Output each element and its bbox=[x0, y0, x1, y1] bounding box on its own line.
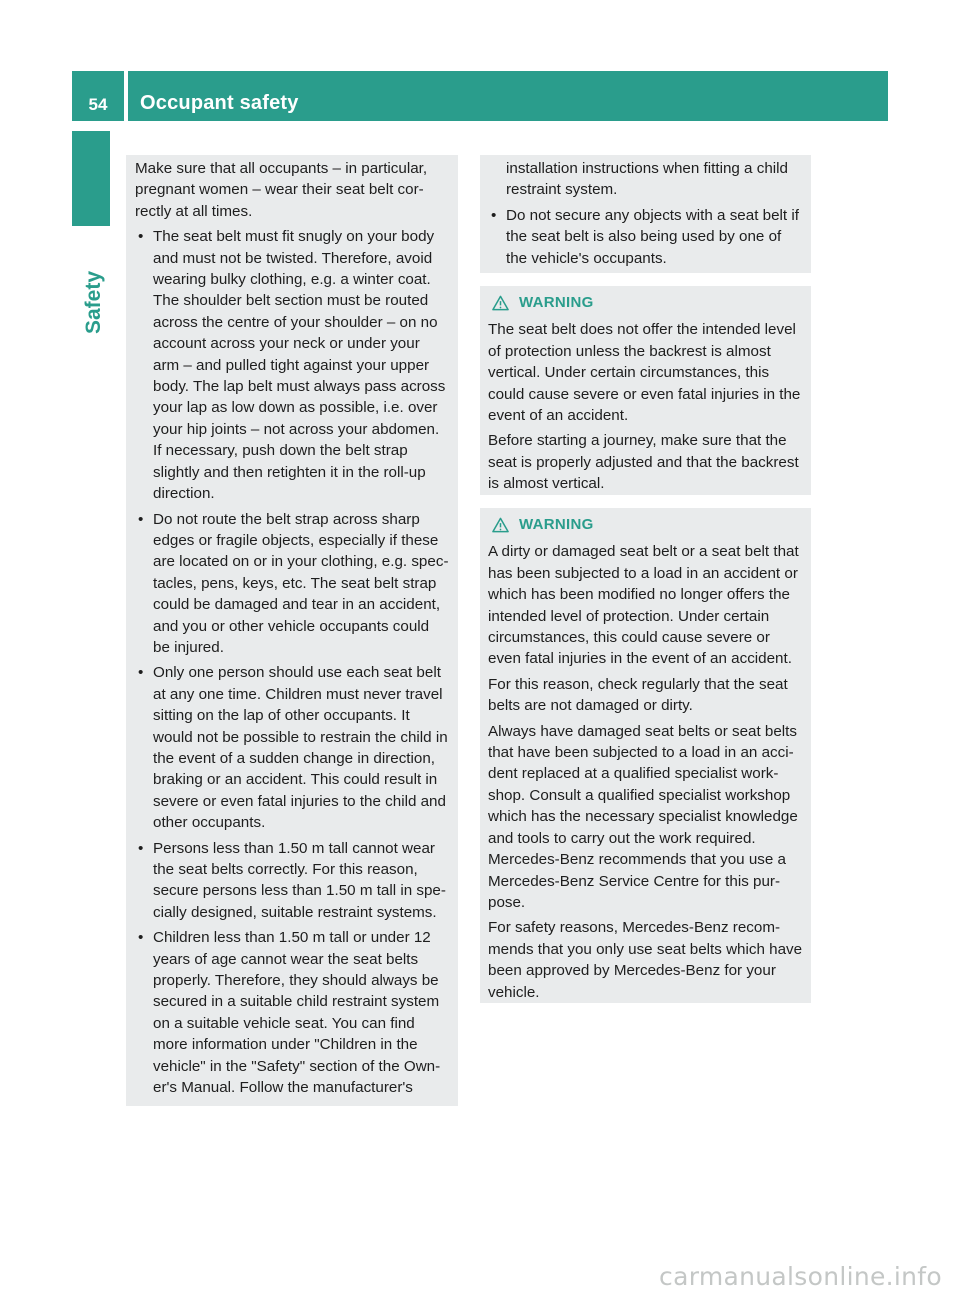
left-text-panel bbox=[126, 155, 458, 1106]
warning-header bbox=[492, 292, 803, 313]
warning-paragraph: Before starting a journey, make sure that the seat is properly adjusted and that the backrest is almost vertical. bbox=[488, 432, 799, 493]
list-item: • Persons less than 1.50 m tall cannot wear the seat belts correctly. For this reason, secure persons less than 1.50 m tall in specially designed, suitable restraint systems. bbox=[135, 838, 450, 924]
list-item: • Do not route the belt strap across sharp edges or fragile objects, especially if these are located on or in your clothing, e.g. spectacles, pens, keys, etc. The seat belt strap could be damaged and tear in an accident, and you or other vehicle occupants could be injured. bbox=[135, 509, 450, 659]
continued-list bbox=[488, 158, 803, 201]
list-item: • Do not secure any objects with a seat belt if the seat belt is also being used by one of the vehicle's occupants. bbox=[488, 205, 803, 269]
list-item: • Children less than 1.50 m tall or under 12 years of age cannot wear the seat belts properly. Therefore, they should always be secured in a suitable child restraint system on a suitable vehicle seat. You can find more information under "Children in the vehicle" in the "Safety" section of the Owner's Manual. Follow the manufacturer's bbox=[135, 927, 450, 1098]
warning-label: WARNING bbox=[519, 294, 594, 311]
section-title: Occupant safety bbox=[128, 71, 888, 121]
warning-triangle-icon bbox=[492, 295, 509, 311]
warning-triangle-icon bbox=[492, 517, 509, 533]
objects-list bbox=[488, 205, 803, 269]
intro-paragraph: Make sure that all occupants – in particular, pregnant women – wear their seat belt correctly at all times. bbox=[135, 160, 428, 220]
warning-paragraph: The seat belt does not offer the intended level of protection unless the backrest is almost vertical. Under certain circumstances, this could cause severe or even fatal injuries in the event of an accident. bbox=[488, 321, 801, 425]
list-item: • The seat belt must fit snugly on your body and must not be twisted. Therefore, avoid wearing bulky clothing, e.g. a winter coat. The shoulder belt section must be routed across the centre of your shoulder – on no account across your neck or under your arm – and pulled tight against your upper body. The lap belt must always pass across your lap as low down as possible, i.e. over your hip joints – not across your abdomen. If necessary, push down the belt strap slightly and then retighten it in the roll-up direction. bbox=[135, 226, 450, 504]
list-item-continued: installation instructions when fitting a child restraint system. bbox=[506, 160, 788, 199]
warning-paragraph: Always have damaged seat belts or seat belts that have been subjected to a load in an accident replaced at a qualified specialist workshop. Consult a qualified specialist workshop which has the necessary specialist knowledge and tools to carry out the work required. Mercedes-Benz recommends that you use a Mercedes-Benz Service Centre for this purpose. bbox=[488, 722, 798, 911]
warning-box-damaged-belt bbox=[480, 508, 811, 1003]
warning-box-backrest bbox=[480, 286, 811, 495]
warning-label: WARNING bbox=[519, 516, 594, 533]
watermark-text: carmanualsonline.info bbox=[659, 1262, 942, 1291]
side-tab-marker bbox=[72, 131, 110, 226]
warning-header bbox=[492, 514, 803, 535]
warning-paragraph: A dirty or damaged seat belt or a seat belt that has been subjected to a load in an accident or which has been modified no longer offers the intended level of protection. Under certain circumstances, this could cause severe or even fatal injuries in the event of an accident. bbox=[488, 543, 799, 668]
warning-paragraph: For safety reasons, Mercedes-Benz recommends that you only use seat belts which have been approved by Mercedes-Benz for your vehicle. bbox=[488, 919, 803, 1001]
belt-rules-list bbox=[135, 226, 450, 1098]
side-tab-label bbox=[80, 236, 120, 336]
side-tab-text: Safety bbox=[82, 270, 105, 334]
page-number: 54 bbox=[72, 71, 124, 121]
list-item: • Only one person should use each seat belt at any one time. Children must never travel sitting on the lap of other occupants. It would not be possible to restrain the child in the event of a sudden change in direction, braking or an accident. This could result in severe or even fatal injuries to the child and other occupants. bbox=[135, 662, 450, 833]
right-continuation-panel bbox=[480, 155, 811, 273]
warning-paragraph: For this reason, check regularly that the seat belts are not damaged or dirty. bbox=[488, 675, 788, 715]
